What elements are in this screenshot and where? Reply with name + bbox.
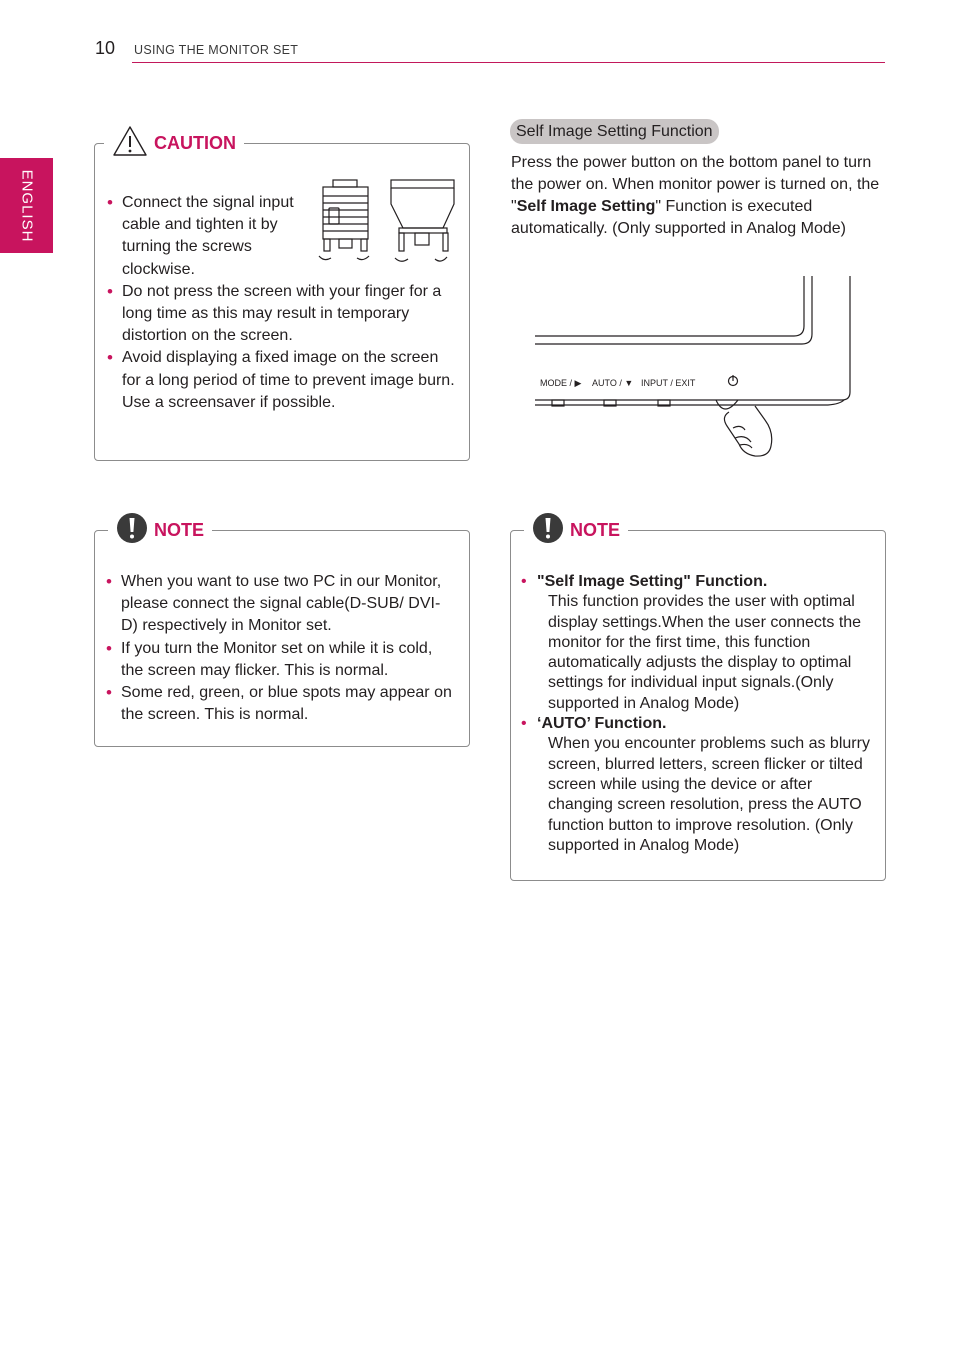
language-tab-label: ENGLISH bbox=[18, 169, 35, 242]
note-right-header bbox=[524, 513, 628, 547]
mode-button-label: MODE / ▶ bbox=[540, 378, 582, 388]
caution-list bbox=[96, 192, 456, 414]
header-rule bbox=[132, 62, 885, 63]
note-right-item-heading: • "Self Image Setting" Function. bbox=[511, 572, 877, 592]
page-number: 10 bbox=[95, 38, 116, 58]
note-right-content bbox=[511, 572, 877, 856]
note-left-item: • If you turn the Monitor set on while it is cold, the screen may flicker. This is normal. bbox=[95, 638, 457, 682]
section-heading-pill: Self Image Setting Function bbox=[510, 119, 719, 144]
caution-item: • Avoid displaying a fixed image on the screen for a long period of time to prevent image burn. Use a screensaver if possible. bbox=[96, 347, 456, 414]
language-tab bbox=[0, 158, 53, 253]
caution-item: • Do not press the screen with your finger for a long time as this may result in temporary distortion on the screen. bbox=[96, 281, 456, 348]
caution-header bbox=[104, 126, 244, 160]
monitor-bezel-illustration bbox=[530, 270, 860, 470]
note-right-item-body: This function provides the user with optimal display settings.When the user connects the monitor for the first time, this function automatically adjusts the display to optimal settings for individual input signals.(Only supported in Analog Mode) bbox=[548, 593, 862, 712]
exclamation-icon bbox=[116, 512, 148, 549]
caution-item: • Connect the signal input cable and tighten it by turning the screws clockwise. bbox=[96, 192, 302, 281]
note-left-item: • When you want to use two PC in our Monitor, please connect the signal cable(D-SUB/ DVI-D) respectively in Monitor set. bbox=[95, 571, 457, 638]
note-left-title: NOTE bbox=[154, 519, 205, 540]
note-right-title: NOTE bbox=[570, 519, 621, 540]
input-button-label: INPUT / EXIT bbox=[641, 378, 696, 388]
note-left-list bbox=[95, 571, 457, 726]
note-left-item: • Some red, green, or blue spots may appear on the screen. This is normal. bbox=[95, 682, 457, 726]
running-header: USING THE MONITOR SET bbox=[134, 43, 299, 57]
self-image-intro: Press the power button on the bottom panel to turn the power on. When monitor power is turned on, the "Self Image Setting" Function is executed automatically. (Only supported in Analog Mode) bbox=[511, 154, 880, 237]
auto-button-label: AUTO / ▼ bbox=[592, 378, 634, 388]
note-left-header bbox=[108, 513, 212, 547]
note-right-item-body: When you encounter problems such as blurry screen, blurred letters, screen flicker or tilted screen while using the device or after changing screen resolution, press the AUTO function button to improve resolution. (Only supported in Analog Mode) bbox=[548, 735, 870, 854]
warning-triangle-icon bbox=[112, 125, 148, 162]
note-right-item-heading: • ‘AUTO’ Function. bbox=[511, 714, 877, 734]
caution-title: CAUTION bbox=[154, 132, 236, 153]
exclamation-icon bbox=[532, 512, 564, 549]
